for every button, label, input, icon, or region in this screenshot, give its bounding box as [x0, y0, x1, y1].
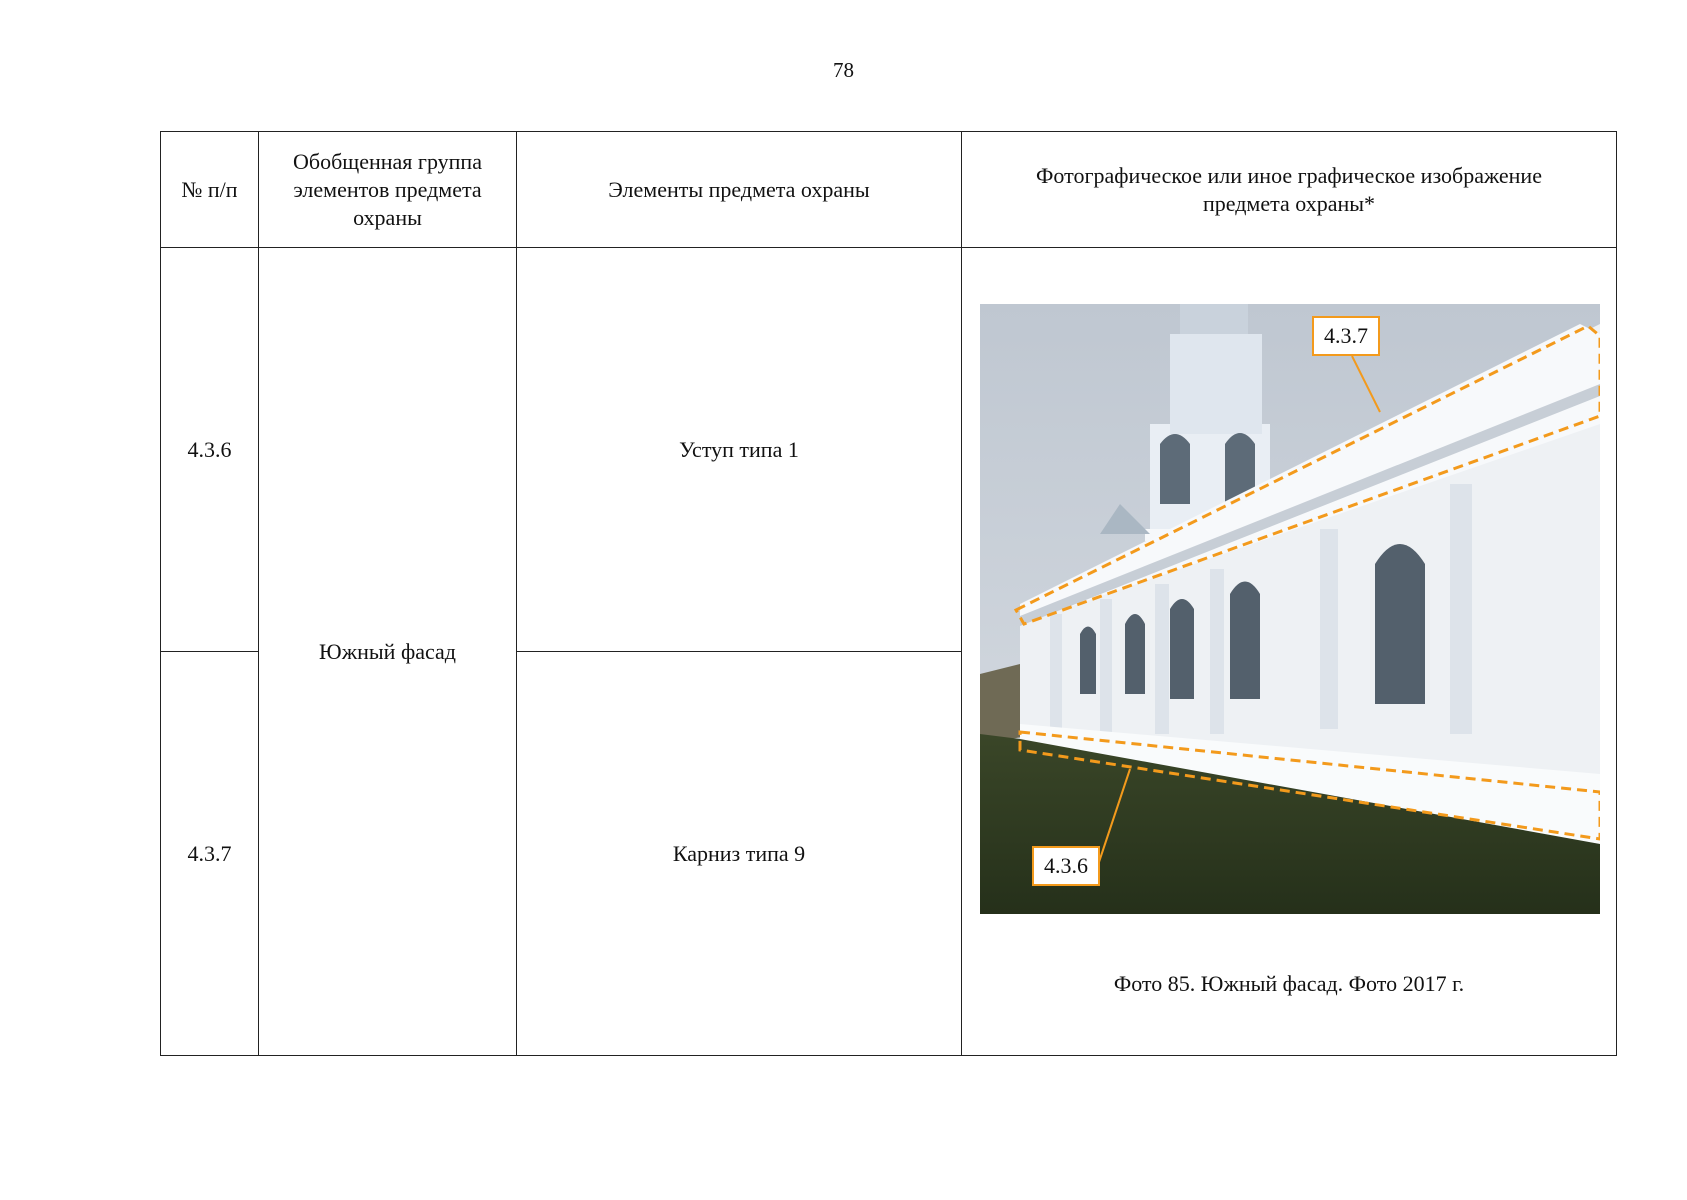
header-elements: Элементы предмета охраны	[517, 132, 962, 248]
header-group: Обобщенная группа элементов предмета охраны	[259, 132, 517, 248]
table-row	[161, 248, 1617, 652]
protection-table	[160, 131, 1617, 1056]
label-4-3-7: 4.3.7	[1312, 316, 1380, 356]
page-number: 78	[833, 58, 854, 82]
image-cell	[962, 248, 1617, 1056]
group-cell: Южный фасад	[259, 248, 517, 1056]
label-4-3-6: 4.3.6	[1032, 846, 1100, 886]
row-num: 4.3.6	[161, 248, 259, 652]
facade-photo	[980, 304, 1600, 914]
row-num: 4.3.7	[161, 652, 259, 1056]
header-row	[161, 132, 1617, 248]
photo-caption: Фото 85. Южный фасад. Фото 2017 г.	[1113, 971, 1465, 996]
row-element: Уступ типа 1	[517, 248, 962, 652]
row-element: Карниз типа 9	[517, 652, 962, 1056]
header-image: Фотографическое или иное графическое изображение предмета охраны*	[962, 132, 1617, 248]
header-num: № п/п	[161, 132, 259, 248]
